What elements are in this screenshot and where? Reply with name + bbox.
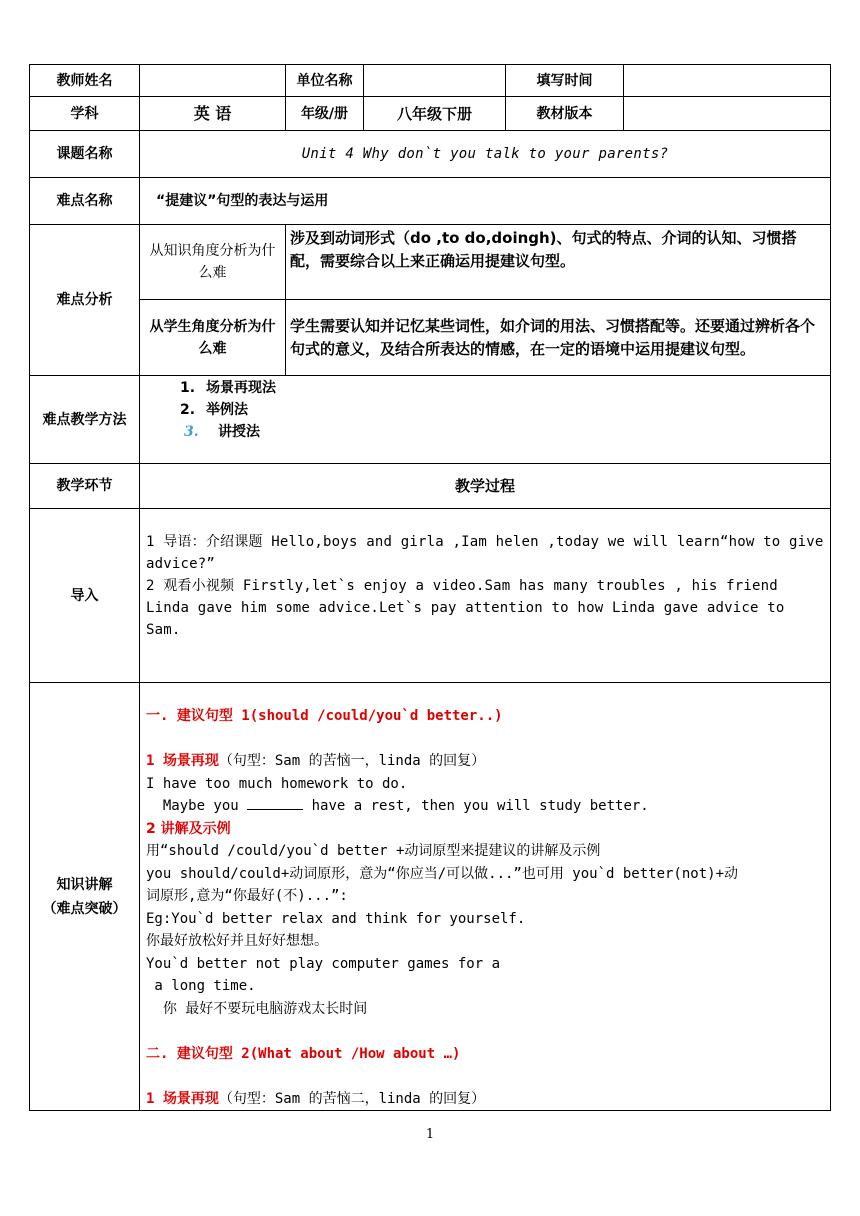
explain-heading: 2 讲解及示例 (146, 820, 231, 837)
knowledge-content (140, 683, 831, 1111)
unit-value (364, 65, 506, 97)
explain-line: you should/could+动词原形，意为“你应当/可以做...”也可用 you`d better(not)+动 (146, 865, 739, 882)
intro-line: Linda gave him some advice.Let`s pay attention to how Linda gave advice to Sam. (146, 599, 785, 638)
student-angle-text: 学生需要认知并记忆某些词性，如介词的用法、习惯搭配等。还要通过辨析各个句式的意义，及结合所表达的情感，在一定的语境中运用提建议句型。 (286, 300, 831, 376)
scene-heading: 1 场景再现（句型：Sam 的苦恼一，linda 的回复） (146, 753, 486, 769)
example-line: I have too much homework to do. (146, 775, 408, 792)
method-item: 3. 讲授法 (184, 424, 260, 440)
student-angle-label: 从学生角度分析为什么难 (140, 300, 286, 376)
topic-title: Unit 4 Why don`t you talk to your parents? (140, 131, 831, 178)
methods-cell (140, 376, 831, 464)
date-label: 填写时间 (506, 65, 624, 97)
edition-value (624, 97, 831, 131)
analysis-label: 难点分析 (30, 225, 140, 376)
explain-line: 词原形,意为“你最好(不)...”: (146, 888, 348, 904)
scene-heading: 1 场景再现（句型：Sam 的苦恼二，linda 的回复） (146, 1090, 486, 1107)
method-item: 2. 举例法 (180, 402, 248, 418)
grade-label: 年级/册 (286, 97, 364, 131)
method-item: 1. 场景再现法 (180, 380, 276, 396)
explain-line: 用“should /could/you`d better +动词原型来提建议的讲解及示例 (146, 843, 601, 859)
example-line: 你 最好不要玩电脑游戏太长时间 (146, 1000, 368, 1017)
subject-label: 学科 (30, 97, 140, 131)
difficulty-label: 难点名称 (30, 178, 140, 225)
lesson-plan-table (29, 64, 831, 1111)
topic-label: 课题名称 (30, 131, 140, 178)
section-2-title: 二. 建议句型 2(What about /How about …) (146, 1045, 461, 1062)
page-number: 1 (425, 1127, 435, 1142)
knowledge-label: 知识讲解 （难点突破） (30, 683, 140, 1111)
intro-line: 1 导语：介绍课题 Hello,boys and girla ,Iam helen ,today we will learn“how to give (146, 533, 824, 550)
grade-value: 八年级下册 (364, 97, 506, 131)
example-line: You`d better not play computer games for a (146, 955, 501, 972)
example-line: a long time. (146, 978, 256, 994)
process-title: 教学过程 (140, 464, 831, 509)
difficulty-title: “提建议”句型的表达与运用 (140, 178, 831, 225)
knowledge-angle-text: 涉及到动词形式（do ,to do,doingh)、句式的特点、介词的认知、习惯搭配，需要综合以上来正确运用提建议句型。 (286, 225, 831, 300)
section-1-title: 一. 建议句型 1(should /could/you`d better..) (146, 708, 503, 724)
methods-list (180, 377, 826, 443)
unit-label: 单位名称 (286, 65, 364, 97)
process-label: 教学环节 (30, 464, 140, 509)
intro-line: 2 观看小视频 Firstly,let`s enjoy a video.Sam has many troubles , his friend (146, 577, 778, 594)
date-value (624, 65, 831, 97)
teacher-label: 教师姓名 (30, 65, 140, 97)
knowledge-angle-label: 从知识角度分析为什么难 (140, 225, 286, 300)
teacher-value (140, 65, 286, 97)
edition-label: 教材版本 (506, 97, 624, 131)
intro-content (140, 509, 831, 683)
intro-label: 导入 (30, 509, 140, 683)
answer-blank (247, 795, 303, 810)
methods-label: 难点教学方法 (30, 376, 140, 464)
subject-value: 英 语 (140, 97, 286, 131)
intro-line: advice?” (146, 555, 216, 572)
fill-blank-line: Maybe you have a rest, then you will study better. (146, 795, 826, 818)
example-line: 你最好放松好并且好好想想。 (146, 933, 328, 949)
example-line: Eg:You`d better relax and think for yourself. (146, 910, 526, 927)
